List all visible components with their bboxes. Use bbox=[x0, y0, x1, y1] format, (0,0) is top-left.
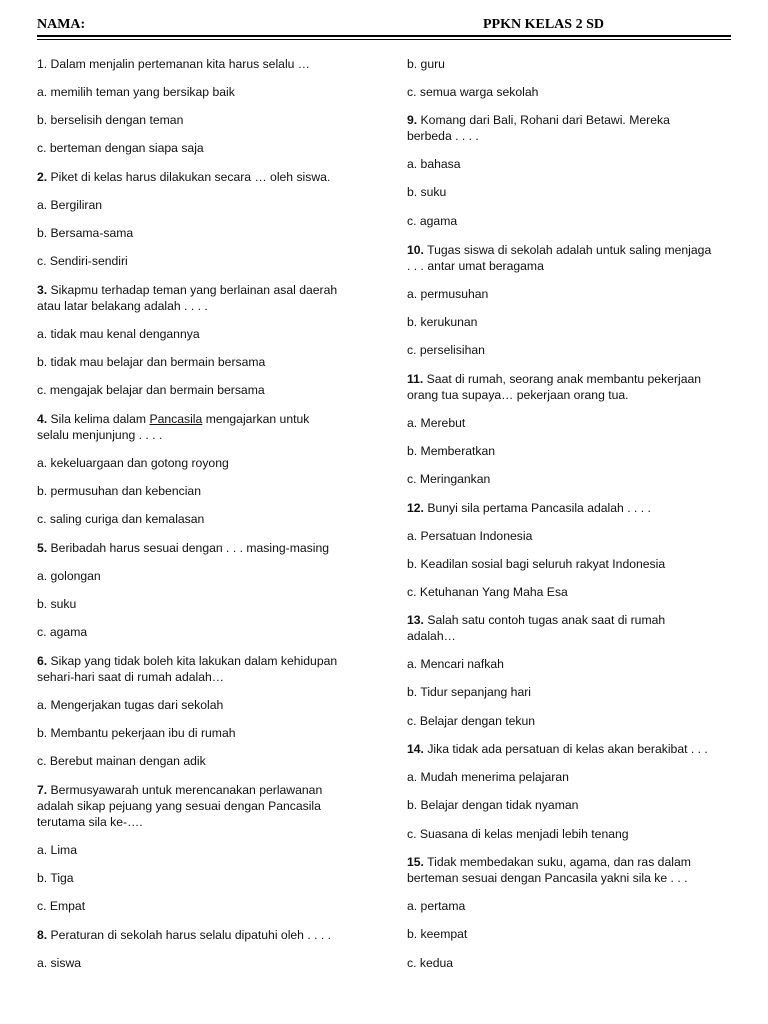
question-text: Sikapmu terhadap teman yang berlainan asal daerah bbox=[47, 283, 338, 297]
question-text: Bermusyawarah untuk merencanakan perlawanan bbox=[47, 783, 323, 797]
option: c. Empat bbox=[37, 899, 86, 913]
question-10-cont: . . . antar umat beragama bbox=[407, 259, 544, 273]
question-9 bbox=[407, 112, 737, 128]
option: c. Berebut mainan dengan adik bbox=[37, 754, 206, 768]
option: a. permusuhan bbox=[407, 287, 489, 301]
question-14 bbox=[407, 741, 737, 757]
question-number: 10. bbox=[407, 243, 424, 257]
question-number: 13. bbox=[407, 613, 424, 627]
question-number: 9. bbox=[407, 113, 418, 127]
option: a. pertama bbox=[407, 899, 466, 913]
option: b. permusuhan dan kebencian bbox=[37, 484, 201, 498]
option: a. Mudah menerima pelajaran bbox=[407, 770, 569, 784]
worksheet-header bbox=[37, 17, 731, 37]
header-rule-thick bbox=[37, 35, 731, 37]
question-text: Saat di rumah, seorang anak membantu pekerjaan bbox=[423, 372, 702, 386]
question-12 bbox=[407, 500, 737, 516]
question-1: 1. Dalam menjalin pertemanan kita harus selalu … bbox=[37, 57, 310, 71]
question-number: 14. bbox=[407, 742, 424, 756]
question-7-cont: adalah sikap pejuang yang sesuai dengan Pancasila bbox=[37, 799, 321, 813]
question-number: 12. bbox=[407, 501, 424, 515]
question-7-cont: terutama sila ke-…. bbox=[37, 815, 143, 829]
option: b. Tiga bbox=[37, 871, 74, 885]
underlined-term: Pancasila bbox=[149, 412, 203, 426]
question-text: Piket di kelas harus dilakukan secara … oleh siswa. bbox=[47, 170, 331, 184]
option: b. suku bbox=[37, 597, 77, 611]
question-number: 8. bbox=[37, 928, 48, 942]
option: a. Lima bbox=[37, 843, 77, 857]
question-text: Sikap yang tidak boleh kita lakukan dalam kehidupan bbox=[47, 654, 338, 668]
option: c. Ketuhanan Yang Maha Esa bbox=[407, 585, 568, 599]
question-9-cont: berbeda . . . . bbox=[407, 129, 479, 143]
question-6-cont: sehari-hari saat di rumah adalah… bbox=[37, 670, 224, 684]
question-number: 3. bbox=[37, 283, 48, 297]
question-15-cont: berteman sesuai dengan Pancasila yakni sila ke . . . bbox=[407, 871, 688, 885]
question-number: 4. bbox=[37, 412, 48, 426]
option: c. Suasana di kelas menjadi lebih tenang bbox=[407, 827, 629, 841]
question-number: 11. bbox=[407, 372, 424, 386]
question-text: Peraturan di sekolah harus selalu dipatuhi oleh . . . . bbox=[47, 928, 332, 942]
question-3-cont: atau latar belakang adalah . . . . bbox=[37, 299, 208, 313]
question-number: 2. bbox=[37, 170, 48, 184]
question-text: Jika tidak ada persatuan di kelas akan berakibat . . . bbox=[423, 742, 708, 756]
question-11-cont: orang tua supaya… pekerjaan orang tua. bbox=[407, 388, 629, 402]
option: a. kekeluargaan dan gotong royong bbox=[37, 456, 229, 470]
option: c. Sendiri-sendiri bbox=[37, 254, 128, 268]
option: c. agama bbox=[37, 625, 88, 639]
question-4-cont: selalu menjunjung . . . . bbox=[37, 428, 163, 442]
question-15 bbox=[407, 854, 737, 870]
option: b. Membantu pekerjaan ibu di rumah bbox=[37, 726, 236, 740]
option: b. tidak mau belajar dan bermain bersama bbox=[37, 355, 266, 369]
question-text: Komang dari Bali, Rohani dari Betawi. Mereka bbox=[417, 113, 670, 127]
option: a. golongan bbox=[37, 569, 101, 583]
question-11 bbox=[407, 371, 737, 387]
option: c. kedua bbox=[407, 956, 454, 970]
question-8 bbox=[37, 927, 367, 943]
subject-title: PPKN KELAS 2 SD bbox=[483, 17, 604, 32]
question-10 bbox=[407, 242, 737, 258]
question-text: Bunyi sila pertama Pancasila adalah . . . . bbox=[423, 501, 651, 515]
option: a. Bergiliran bbox=[37, 198, 103, 212]
question-number: 5. bbox=[37, 541, 48, 555]
option: b. kerukunan bbox=[407, 315, 478, 329]
option: a. Merebut bbox=[407, 416, 466, 430]
header-rule-thin bbox=[37, 39, 731, 40]
option: b. Keadilan sosial bagi seluruh rakyat Indonesia bbox=[407, 557, 666, 571]
option: a. bahasa bbox=[407, 157, 461, 171]
option: b. Tidur sepanjang hari bbox=[407, 685, 531, 699]
option: c. saling curiga dan kemalasan bbox=[37, 512, 205, 526]
option: b. Memberatkan bbox=[407, 444, 496, 458]
option: b. suku bbox=[407, 185, 447, 199]
question-5 bbox=[37, 540, 367, 556]
option: c. Belajar dengan tekun bbox=[407, 714, 536, 728]
question-13 bbox=[407, 612, 737, 628]
question-number: 15. bbox=[407, 855, 424, 869]
option: c. agama bbox=[407, 214, 458, 228]
question-text: Tidak membedakan suku, agama, dan ras dalam bbox=[423, 855, 691, 869]
option: c. berteman dengan siapa saja bbox=[37, 141, 204, 155]
option: a. siswa bbox=[37, 956, 82, 970]
option: a. Mencari nafkah bbox=[407, 657, 504, 671]
option: c. perselisihan bbox=[407, 343, 485, 357]
question-7 bbox=[37, 782, 367, 798]
question-4 bbox=[37, 411, 367, 427]
question-text: Salah satu contoh tugas anak saat di rumah bbox=[423, 613, 666, 627]
option: a. Persatuan Indonesia bbox=[407, 529, 533, 543]
option: b. guru bbox=[407, 57, 445, 71]
option: c. mengajak belajar dan bermain bersama bbox=[37, 383, 265, 397]
question-text: Sila kelima dalam bbox=[47, 412, 150, 426]
option: a. tidak mau kenal dengannya bbox=[37, 327, 200, 341]
name-label: NAMA: bbox=[37, 17, 86, 32]
option: c. semua warga sekolah bbox=[407, 85, 539, 99]
option: a. Mengerjakan tugas dari sekolah bbox=[37, 698, 224, 712]
question-text: mengajarkan untuk bbox=[202, 412, 310, 426]
question-6 bbox=[37, 653, 367, 669]
question-3 bbox=[37, 282, 367, 298]
question-2 bbox=[37, 169, 367, 185]
option: b. keempat bbox=[407, 927, 468, 941]
option: b. Bersama-sama bbox=[37, 226, 134, 240]
question-number: 6. bbox=[37, 654, 48, 668]
option: a. memilih teman yang bersikap baik bbox=[37, 85, 235, 99]
question-number: 7. bbox=[37, 783, 48, 797]
option: b. Belajar dengan tidak nyaman bbox=[407, 798, 579, 812]
option: b. berselisih dengan teman bbox=[37, 113, 184, 127]
question-text: Beribadah harus sesuai dengan . . . masing-masing bbox=[47, 541, 330, 555]
question-text: Tugas siswa di sekolah adalah untuk saling menjaga bbox=[423, 243, 712, 257]
question-13-cont: adalah… bbox=[407, 629, 456, 643]
option: c. Meringankan bbox=[407, 472, 491, 486]
